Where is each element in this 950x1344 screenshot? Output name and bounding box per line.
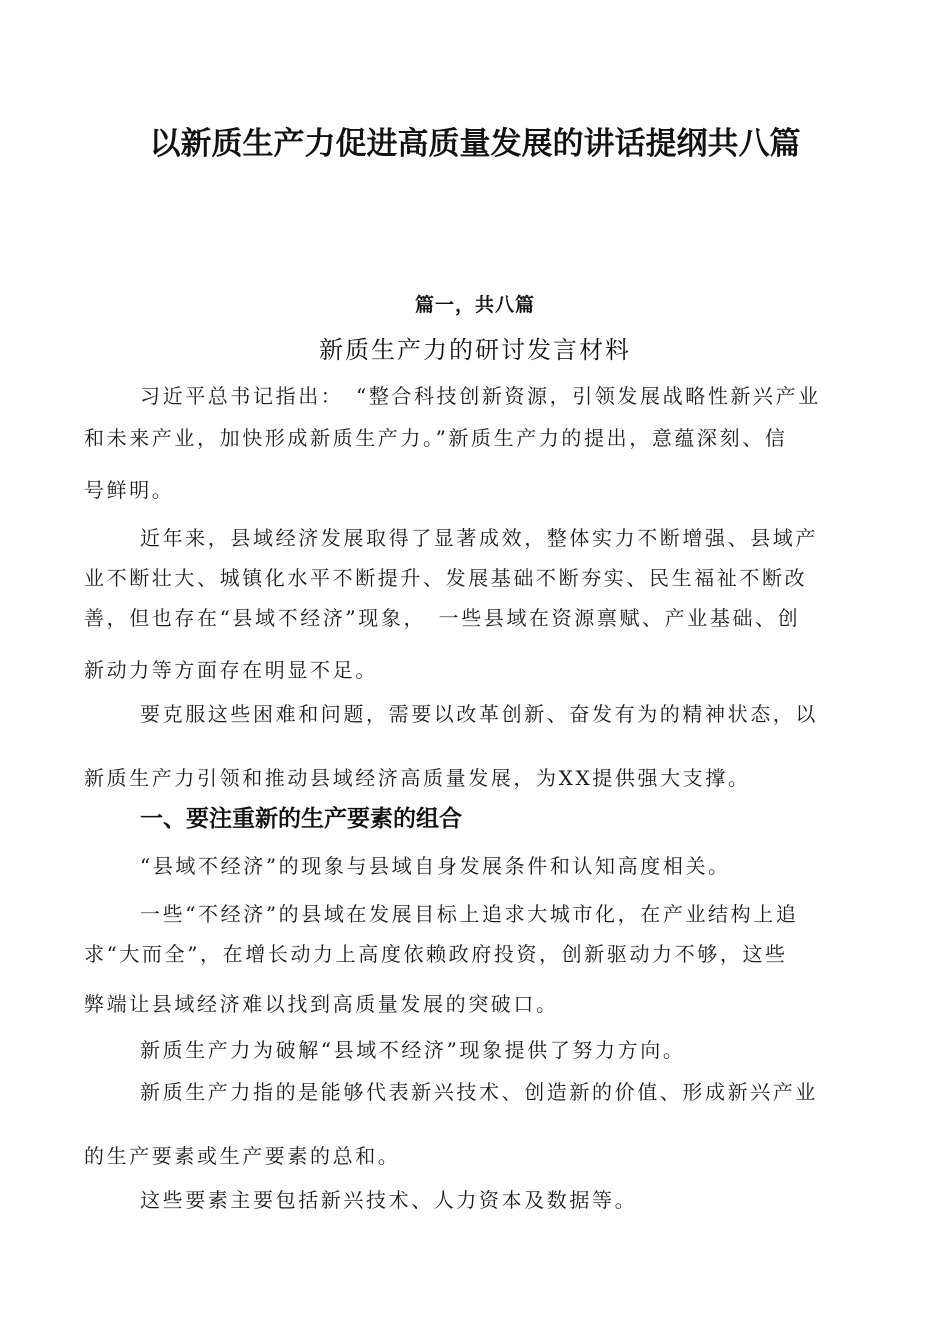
- paragraph-line: 的生产要素或生产要素的总和。: [84, 1144, 401, 1168]
- paragraph-line: 习近平总书记指出： “整合科技创新资源，引领发展战略性新兴产业: [140, 384, 821, 408]
- section-heading: 一、要注重新的生产要素的组合: [140, 806, 462, 832]
- paragraph-line: 善，但也存在“县域不经济”现象， 一些县域在资源禀赋、产业基础、创: [84, 606, 801, 630]
- paragraph-line: “县域不经济”的现象与县域自身发展条件和认知高度相关。: [140, 854, 731, 878]
- paragraph-line: 新质生产力为破解“县域不经济”现象提供了努力方向。: [140, 1038, 686, 1062]
- paragraph-line: 弊端让县域经济难以找到高质量发展的突破口。: [84, 992, 559, 1016]
- paragraph-line: 要克服这些困难和问题，需要以改革创新、奋发有为的精神状态，以: [140, 702, 818, 726]
- paragraph-line: 求“大而全”，在增长动力上高度依赖政府投资，创新驱动力不够，这些: [84, 942, 788, 966]
- paragraph-line: 一些“不经济”的县域在发展目标上追求大城市化，在产业结构上追: [140, 902, 799, 926]
- paragraph-line: 近年来，县域经济发展取得了显著成效，整体实力不断增强、县域产: [140, 526, 818, 550]
- section-label: 篇一，共八篇: [414, 294, 535, 316]
- paragraph-line: 这些要素主要包括新兴技术、人力资本及数据等。: [140, 1188, 638, 1212]
- paragraph-line: 业不断壮大、城镇化水平不断提升、发展基础不断夯实、民生福祉不断改: [84, 566, 808, 590]
- paragraph-line: 新质生产力指的是能够代表新兴技术、创造新的价值、形成新兴产业: [140, 1080, 818, 1104]
- document-title: 以新质生产力促进高质量发展的讲话提纲共八篇: [149, 126, 801, 162]
- paragraph-line: 和未来产业，加快形成新质生产力。”新质生产力的提出，意蕴深刻、信: [84, 426, 788, 450]
- paragraph-line: 新动力等方面存在明显不足。: [84, 658, 378, 682]
- document-subtitle: 新质生产力的研讨发言材料: [319, 336, 631, 364]
- paragraph-line: 新质生产力引领和推动县域经济高质量发展，为XX提供强大支撑。: [84, 766, 751, 790]
- paragraph-line: 号鲜明。: [84, 478, 175, 502]
